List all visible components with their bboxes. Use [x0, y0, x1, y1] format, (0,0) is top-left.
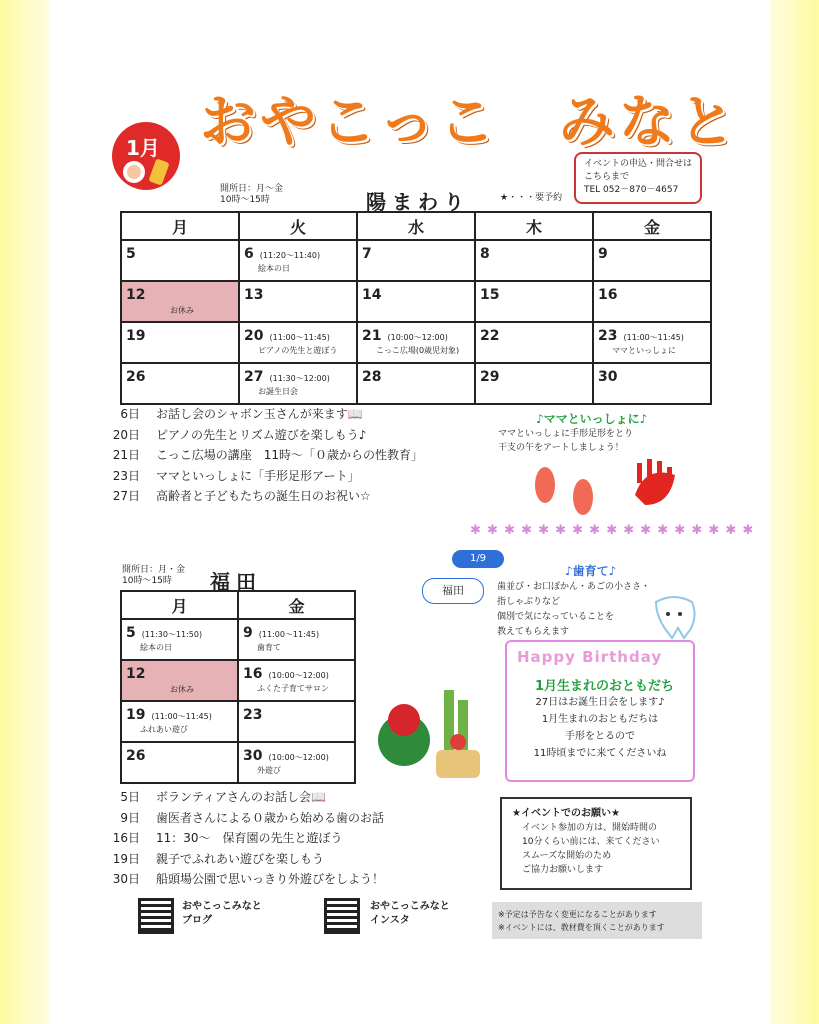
event-time: (11:00～11:45) — [269, 333, 330, 342]
event-time: (11:00～11:45) — [623, 333, 684, 342]
calendar-day-cell — [121, 363, 239, 404]
event-time: (11:30～11:50) — [141, 630, 203, 639]
day-number: 26 — [126, 369, 146, 385]
calendar-day-cell — [593, 322, 711, 363]
event-date: 5日 — [120, 790, 140, 804]
bottom-hours — [122, 565, 185, 587]
weekday-header: 火 — [239, 212, 357, 240]
mama-text — [498, 427, 633, 455]
day-number: 21 — [362, 328, 382, 344]
contact-phone: TEL 052－870－4657 — [584, 185, 679, 195]
weekday-header: 金 — [593, 212, 711, 240]
calendar-day-cell — [238, 660, 355, 701]
weekday-header: 水 — [357, 212, 475, 240]
day-number: 20 — [244, 328, 264, 344]
month-label: 1月 — [126, 136, 160, 160]
calendar-day-cell — [475, 281, 593, 322]
event-date: 16日 — [112, 831, 140, 845]
event-description: ピアノの先生とリズム遊びを楽しもう♪ — [156, 427, 367, 442]
contact-box — [574, 152, 702, 204]
calendar-day-cell — [593, 281, 711, 322]
top-hours-time: 10時～15時 — [220, 195, 270, 205]
day-number: 13 — [244, 287, 264, 303]
calendar-day-cell — [357, 240, 475, 281]
closed-label: お休み — [170, 306, 194, 315]
day-number: 16 — [598, 287, 618, 303]
calendar-day-cell — [121, 701, 238, 742]
notice-title: ★イベントでのお願い★ — [512, 808, 620, 819]
event-date: 20日 — [112, 427, 140, 442]
teeth-line: 教えてもらえます — [497, 627, 570, 637]
event-name: ふれあい遊び — [140, 725, 188, 734]
closed-label: お休み — [170, 685, 194, 694]
event-description: 11：30～ 保育園の先生と遊ぼう — [156, 831, 343, 845]
notice-line: イベント参加の方は、開始時間の — [522, 823, 658, 833]
note-line: ※予定は予告なく変更になることがあります — [498, 910, 657, 919]
event-date: 30日 — [112, 872, 140, 886]
day-number: 12 — [126, 666, 146, 682]
birthday-line: 11時頃までに来てくださいね — [533, 748, 667, 759]
event-time: (10:00～12:00) — [387, 333, 448, 342]
calendar-day-cell — [238, 742, 355, 783]
insta-link[interactable] — [370, 900, 450, 928]
weekday-header: 金 — [238, 591, 355, 619]
day-number: 30 — [243, 748, 263, 764]
day-number: 23 — [243, 707, 263, 723]
top-section-title: 陽まわり — [366, 190, 470, 214]
day-number: 30 — [598, 369, 618, 385]
daruma-icon — [120, 158, 176, 186]
event-description: 高齢者と子どもたちの誕生日のお祝い☆ — [156, 489, 371, 503]
event-description: 船頭場公園で思いっきり外遊びをしよう！ — [156, 872, 385, 886]
event-time: (11:00～11:45) — [151, 712, 212, 721]
day-number: 9 — [243, 625, 253, 641]
calendar-day-cell — [475, 363, 593, 404]
event-list-item — [100, 808, 384, 829]
day-number: 22 — [480, 328, 500, 344]
reservation-note: ★・・・要予約 — [500, 193, 563, 203]
event-list-item — [100, 466, 423, 487]
insta-link-label: インスタ — [370, 915, 410, 926]
calendar-day-cell — [475, 322, 593, 363]
event-name: 歯育て — [257, 643, 281, 652]
weekday-header: 月 — [121, 591, 238, 619]
calendar-day-cell — [357, 322, 475, 363]
calendar-day-cell — [239, 240, 357, 281]
birthday-line: 27日はお誕生日会をします♪ — [535, 697, 665, 708]
day-number: 19 — [126, 328, 146, 344]
calendar-day-cell — [121, 742, 238, 783]
notice-line: ご協力お願いします — [522, 865, 604, 875]
event-description: ボランティアさんのお話し会📖 — [156, 790, 326, 804]
hand-foot-prints-icon — [525, 455, 685, 520]
calendar-day-cell — [238, 701, 355, 742]
event-name: ピアノの先生と遊ぼう — [258, 346, 338, 355]
event-list-item — [100, 787, 384, 808]
event-time: (10:00～12:00) — [268, 671, 329, 680]
insta-qr-code[interactable] — [324, 898, 360, 934]
event-date: 21日 — [112, 448, 140, 462]
blog-link-label: ブログ — [182, 915, 212, 926]
calendar-day-cell — [357, 281, 475, 322]
calendar-day-cell — [239, 322, 357, 363]
notice-board — [500, 797, 692, 890]
event-name: 絵本の日 — [258, 264, 290, 273]
calendar-day-cell — [593, 240, 711, 281]
event-date: 27日 — [112, 489, 140, 503]
dotted-divider: ✱ ✱ ✱ ✱ ✱ ✱ ✱ ✱ ✱ ✱ ✱ ✱ ✱ ✱ ✱ ✱ ✱ — [470, 523, 755, 538]
blog-link-title: おやこっこみなと — [182, 901, 262, 912]
calendar-day-cell — [121, 240, 239, 281]
event-list-item — [100, 849, 384, 870]
birthday-line: 1月生まれのおともだちは — [541, 714, 659, 725]
day-number: 29 — [480, 369, 500, 385]
day-number: 5 — [126, 246, 136, 262]
event-name: こっこ広場(0歳児対象) — [376, 346, 460, 355]
day-number: 14 — [362, 287, 382, 303]
teeth-line: 個別で気になっていることを — [497, 612, 615, 622]
mama-title: ♪ママといっしょに♪ — [536, 412, 648, 426]
day-number: 7 — [362, 246, 372, 262]
event-time: (11:30～12:00) — [269, 374, 330, 383]
event-date: 6日 — [120, 407, 140, 421]
bottom-hours-time: 10時～15時 — [122, 576, 172, 586]
birthday-text — [505, 694, 695, 762]
bottom-event-list — [100, 787, 384, 890]
top-event-list — [100, 404, 423, 507]
contact-line: イベントの申込・問合せは — [584, 159, 693, 169]
day-number: 8 — [480, 246, 490, 262]
day-number: 26 — [126, 748, 146, 764]
event-time: (10:00～12:00) — [268, 753, 329, 762]
top-calendar — [120, 211, 712, 405]
calendar-day-cell — [239, 281, 357, 322]
day-number: 19 — [126, 707, 146, 723]
shishimai-kadomatsu-icon — [372, 680, 487, 785]
event-name: 絵本の日 — [140, 643, 172, 652]
event-description: 歯医者さんによる０歳から始める歯のお話 — [156, 810, 385, 825]
event-description: ママといっしょに「手形足形アート」 — [156, 468, 360, 483]
calendar-day-cell — [121, 660, 238, 701]
day-number: 6 — [244, 246, 254, 262]
birthday-banner: Happy Birthday — [517, 648, 663, 666]
blog-link[interactable] — [182, 900, 262, 928]
mama-line: 干支の午をアートしましょう！ — [498, 443, 624, 453]
bottom-section-title: 福田 — [210, 570, 262, 594]
top-hours-days: 開所日：月～金 — [220, 184, 284, 194]
event-date: 23日 — [112, 468, 140, 483]
calendar-day-cell — [357, 363, 475, 404]
insta-link-title: おやこっこみなと — [370, 901, 450, 912]
event-date: 9日 — [120, 810, 140, 825]
teeth-date-badge: 1/9 — [452, 550, 504, 568]
event-time: (11:20～11:40) — [259, 251, 321, 260]
birthday-title: 1月生まれのおともだち — [535, 679, 675, 694]
event-list-item — [100, 445, 423, 466]
bottom-hours-days: 開所日：月・金 — [122, 565, 186, 575]
teeth-title: ♪歯育て♪ — [565, 564, 617, 578]
calendar-day-cell — [121, 619, 238, 660]
day-number: 9 — [598, 246, 608, 262]
month-badge — [112, 122, 180, 190]
day-number: 12 — [126, 287, 146, 303]
bottom-calendar — [120, 590, 356, 784]
contact-line: こちらまで — [584, 172, 630, 182]
event-list-item — [100, 486, 423, 507]
calendar-day-cell — [121, 281, 239, 322]
event-date: 19日 — [112, 851, 140, 866]
birthday-line: 手形をとるので — [565, 731, 635, 742]
calendar-day-cell — [475, 240, 593, 281]
event-list-item — [100, 869, 384, 890]
mama-line: ママといっしょに手形足形をとり — [498, 429, 634, 439]
day-number: 27 — [244, 369, 264, 385]
blog-qr-code[interactable] — [138, 898, 174, 934]
day-number: 28 — [362, 369, 382, 385]
event-name: ふくた子育てサロン — [257, 684, 329, 693]
teeth-line: 指しゃぶりなど — [497, 597, 561, 607]
event-name: 外遊び — [257, 766, 281, 775]
calendar-day-cell — [121, 322, 239, 363]
teeth-line: 歯並び・お口ぽかん・あごの小ささ・ — [497, 582, 651, 592]
event-description: お話し会のシャボン玉さんが来ます📖 — [156, 407, 363, 421]
event-name: お誕生日会 — [258, 387, 298, 396]
event-description: こっこ広場の講座 11時～「０歳からの性教育」 — [156, 448, 424, 462]
event-list-item — [100, 404, 423, 425]
notes-box — [492, 902, 702, 939]
event-list-item — [100, 828, 384, 849]
tooth-icon — [648, 594, 700, 640]
weekday-header: 月 — [121, 212, 239, 240]
event-time: (11:00～11:45) — [258, 630, 320, 639]
notice-line: 10分くらい前には、来てください — [522, 837, 660, 847]
event-description: 親子でふれあい遊びを楽しもう — [156, 851, 325, 866]
weekday-header: 木 — [475, 212, 593, 240]
teeth-text — [497, 580, 650, 640]
event-list-item — [100, 425, 423, 446]
event-name: ママといっしょに — [612, 346, 676, 355]
day-number: 5 — [126, 625, 136, 641]
calendar-day-cell — [238, 619, 355, 660]
calendar-day-cell — [239, 363, 357, 404]
day-number: 15 — [480, 287, 500, 303]
notice-line: スムーズな開始のため — [522, 851, 612, 861]
day-number: 16 — [243, 666, 263, 682]
calendar-day-cell — [593, 363, 711, 404]
day-number: 23 — [598, 328, 618, 344]
page-title: おやこっこ みなと — [200, 90, 739, 155]
teeth-place-bubble: 福田 — [422, 578, 484, 604]
note-line: ※イベントには、教材費を頂くことがあります — [498, 923, 665, 932]
top-hours — [220, 184, 283, 206]
